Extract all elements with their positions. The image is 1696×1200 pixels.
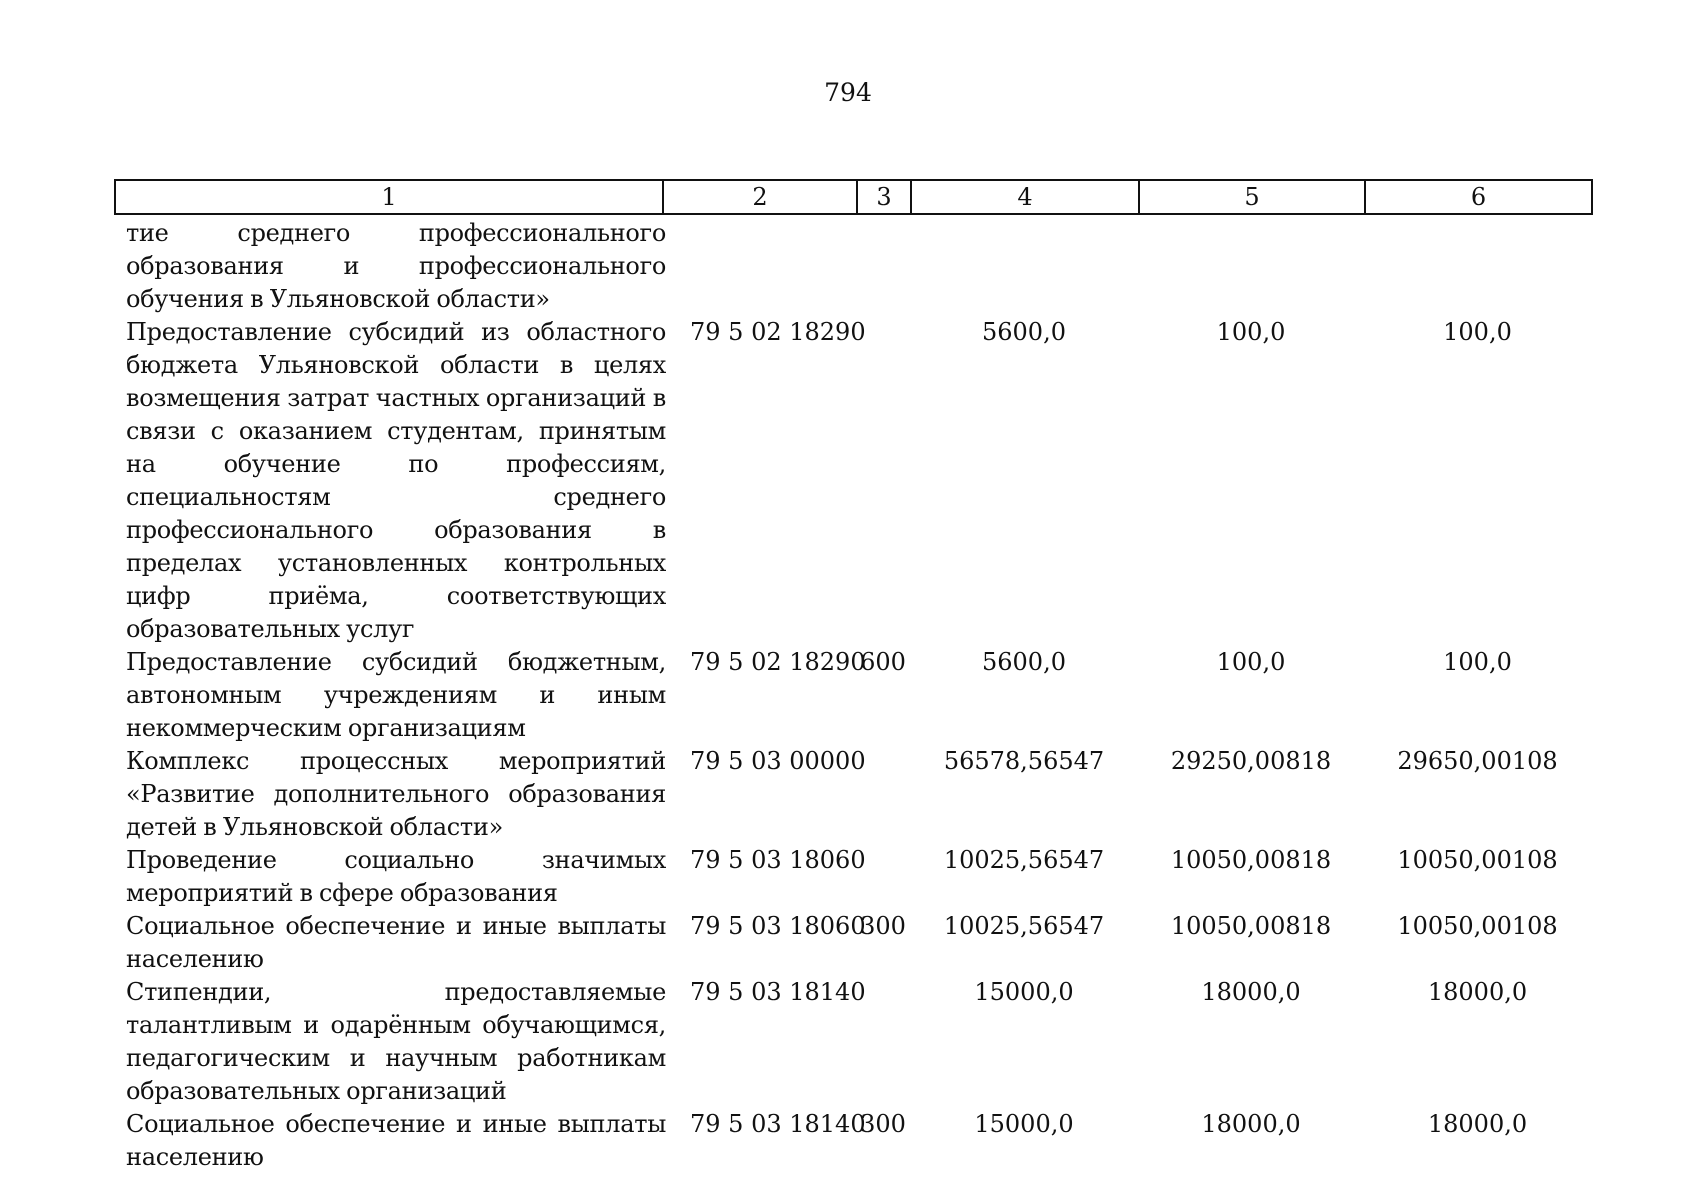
column-header-table xyxy=(114,179,1593,215)
row-value-col6: 10050,00108 xyxy=(1397,846,1558,874)
row-type: 300 xyxy=(860,912,906,940)
row-name: Социальное обеспечение и иные выплаты населению xyxy=(126,912,666,973)
row-value-col5: 18000,0 xyxy=(1201,978,1301,1006)
row-value-col4: 56578,56547 xyxy=(943,747,1105,775)
row-value-col6: 29650,00108 xyxy=(1397,747,1558,775)
row-value-col4: 15000,0 xyxy=(974,1110,1074,1138)
row-code: 79 5 02 18290 xyxy=(690,318,866,346)
row-name: Комплекс процессных мероприятий «Развитие дополнительного образования детей в Ульяновской области» xyxy=(126,747,666,841)
row-value-col6: 18000,0 xyxy=(1427,978,1528,1006)
row-value-col4: 10025,56547 xyxy=(943,846,1105,874)
table-row xyxy=(114,844,1591,910)
row-value-col4: 5600,0 xyxy=(982,648,1066,676)
column-header-2: 2 xyxy=(663,180,857,214)
column-header-6: 6 xyxy=(1365,180,1592,214)
row-name: Стипендии, предоставляемые талантливым и одарённым обучающимся, педагогическим и научным работникам образовательных организаций xyxy=(126,978,666,1105)
row-value-col5: 10050,00818 xyxy=(1170,846,1332,874)
table-row xyxy=(114,217,1591,316)
row-name: Социальное обеспечение и иные выплаты населению xyxy=(126,1110,666,1171)
row-code: 79 5 03 18060 xyxy=(690,846,866,874)
row-code: 79 5 03 00000 xyxy=(690,747,866,775)
row-value-col6: 100,0 xyxy=(1443,318,1512,346)
row-value-col4: 5600,0 xyxy=(982,318,1066,346)
row-value-col4: 10025,56547 xyxy=(943,912,1105,940)
row-code: 79 5 03 18060 xyxy=(690,912,866,940)
row-value-col5: 100,0 xyxy=(1216,648,1286,676)
page-number: 794 xyxy=(824,78,872,107)
row-value-col5: 29250,00818 xyxy=(1170,747,1332,775)
row-type: 600 xyxy=(860,648,906,676)
row-name: тие среднего профессионального образования и профессионального обучения в Ульяновской области» xyxy=(126,219,666,313)
column-header-row xyxy=(115,180,1592,214)
row-value-col5: 100,0 xyxy=(1216,318,1286,346)
row-name: Предоставление субсидий бюджетным, автономным учреждениям и иным некоммерческим организациям xyxy=(126,648,666,742)
row-type: 300 xyxy=(860,1110,906,1138)
row-value-col4: 15000,0 xyxy=(974,978,1074,1006)
table-row xyxy=(114,976,1591,1108)
row-name: Предоставление субсидий из областного бюджета Ульяновской области в целях возмещения затрат частных организаций в связи с оказанием студентам, принятым на обучение по профессиям, специальностям среднего профессионального образования в пределах установленных контрольных цифр приёма, соответствующих образовательных услуг xyxy=(126,318,666,643)
table-row xyxy=(114,745,1591,844)
column-header-4: 4 xyxy=(911,180,1139,214)
column-header-1: 1 xyxy=(115,180,663,214)
column-header-3: 3 xyxy=(857,180,911,214)
row-value-col6: 10050,00108 xyxy=(1397,912,1558,940)
table-row xyxy=(114,1108,1591,1174)
table-row xyxy=(114,646,1591,745)
row-name: Проведение социально значимых мероприятий в сфере образования xyxy=(126,846,666,907)
table-row xyxy=(114,316,1591,646)
row-code: 79 5 03 18140 xyxy=(690,978,866,1006)
row-value-col5: 10050,00818 xyxy=(1170,912,1332,940)
row-code: 79 5 03 18140 xyxy=(690,1110,866,1138)
column-header-5: 5 xyxy=(1139,180,1365,214)
row-value-col6: 18000,0 xyxy=(1427,1110,1528,1138)
budget-rows xyxy=(114,217,1591,1174)
table-row xyxy=(114,910,1591,976)
row-value-col5: 18000,0 xyxy=(1201,1110,1301,1138)
row-code: 79 5 02 18290 xyxy=(690,648,866,676)
row-value-col6: 100,0 xyxy=(1443,648,1512,676)
